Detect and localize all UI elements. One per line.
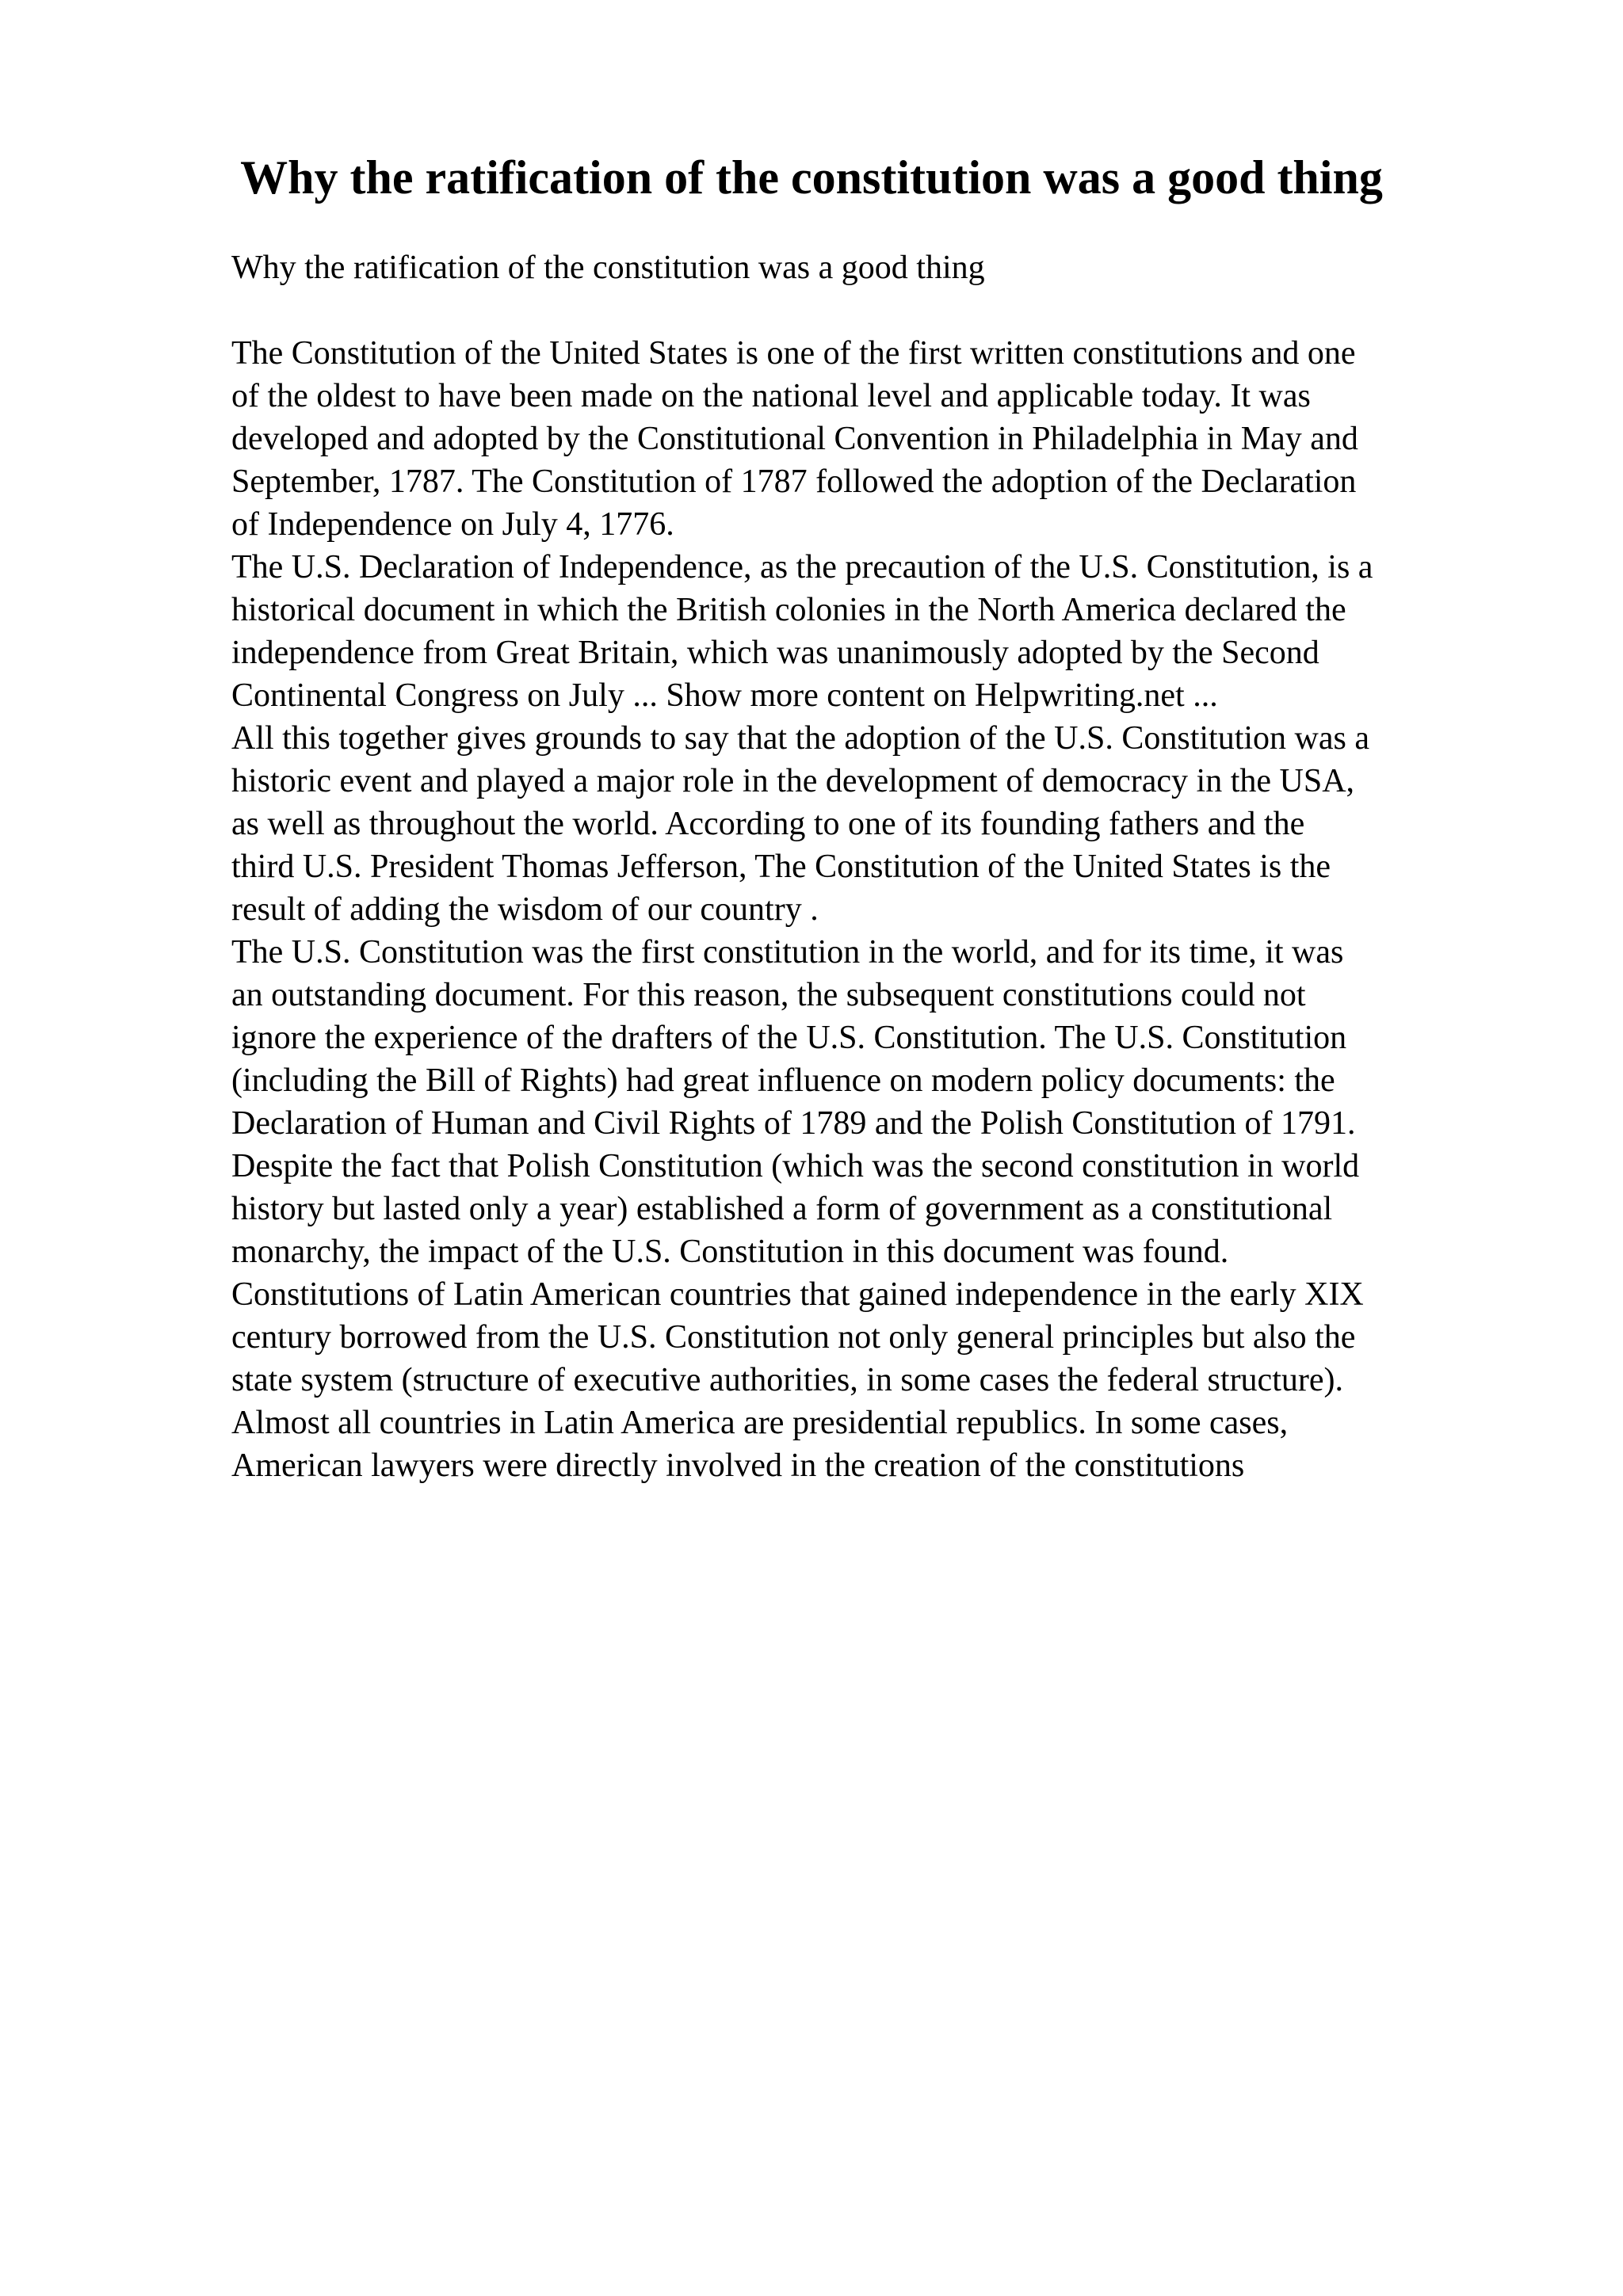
body-line: (including the Bill of Rights) had great influence on modern policy documents: the	[231, 1062, 1335, 1099]
body-line: third U.S. President Thomas Jefferson, The Constitution of the United States is the	[231, 849, 1331, 885]
body-line: September, 1787. The Constitution of 1787 followed the adoption of the Declaration	[231, 463, 1357, 500]
document-title: Why the ratification of the constitution was a good thing	[240, 151, 1383, 204]
body-line: Despite the fact that Polish Constitution (which was the second constitution in world	[231, 1148, 1360, 1184]
body-line: All this together gives grounds to say that the adoption of the U.S. Constitution was a	[231, 720, 1370, 757]
body-line: independence from Great Britain, which was unanimously adopted by the Second	[231, 635, 1319, 671]
body-line: result of adding the wisdom of our country .	[231, 891, 819, 928]
body-line: Declaration of Human and Civil Rights of 1789 and the Polish Constitution of 1791.	[231, 1105, 1356, 1142]
body-line: American lawyers were directly involved in the creation of the constitutions	[231, 1447, 1245, 1484]
body-line: historical document in which the British colonies in the North America declared the	[231, 592, 1346, 628]
body-line: Almost all countries in Latin America are presidential republics. In some cases,	[231, 1405, 1289, 1441]
body-line: as well as throughout the world. According to one of its founding fathers and the	[231, 806, 1305, 842]
body-line: historic event and played a major role in the development of democracy in the USA,	[231, 763, 1355, 799]
document-subtitle: Why the ratification of the constitution was a good thing	[231, 250, 985, 286]
body-line: Constitutions of Latin American countries that gained independence in the early XIX	[231, 1276, 1364, 1313]
body-line: monarchy, the impact of the U.S. Constitution in this document was found.	[231, 1234, 1229, 1270]
body-line: state system (structure of executive authorities, in some cases the federal structure).	[231, 1362, 1343, 1398]
body-line: of Independence on July 4, 1776.	[231, 506, 674, 543]
body-line: developed and adopted by the Constitutional Convention in Philadelphia in May and	[231, 421, 1358, 457]
document-body	[231, 332, 1515, 1487]
body-line: an outstanding document. For this reason, the subsequent constitutions could not	[231, 977, 1306, 1013]
body-line: ignore the experience of the drafters of the U.S. Constitution. The U.S. Constitution	[231, 1020, 1347, 1056]
body-line: century borrowed from the U.S. Constitution not only general principles but also the	[231, 1319, 1356, 1356]
body-line: history but lasted only a year) established a form of government as a constitutional	[231, 1191, 1333, 1227]
body-line: The Constitution of the United States is one of the first written constitutions and one	[231, 335, 1356, 372]
body-line: The U.S. Declaration of Independence, as the precaution of the U.S. Constitution, is a	[231, 549, 1373, 585]
body-line: Continental Congress on July ... Show more content on Helpwriting.net ...	[231, 677, 1218, 714]
body-line: The U.S. Constitution was the first constitution in the world, and for its time, it was	[231, 934, 1344, 971]
body-line: of the oldest to have been made on the national level and applicable today. It was	[231, 378, 1311, 414]
